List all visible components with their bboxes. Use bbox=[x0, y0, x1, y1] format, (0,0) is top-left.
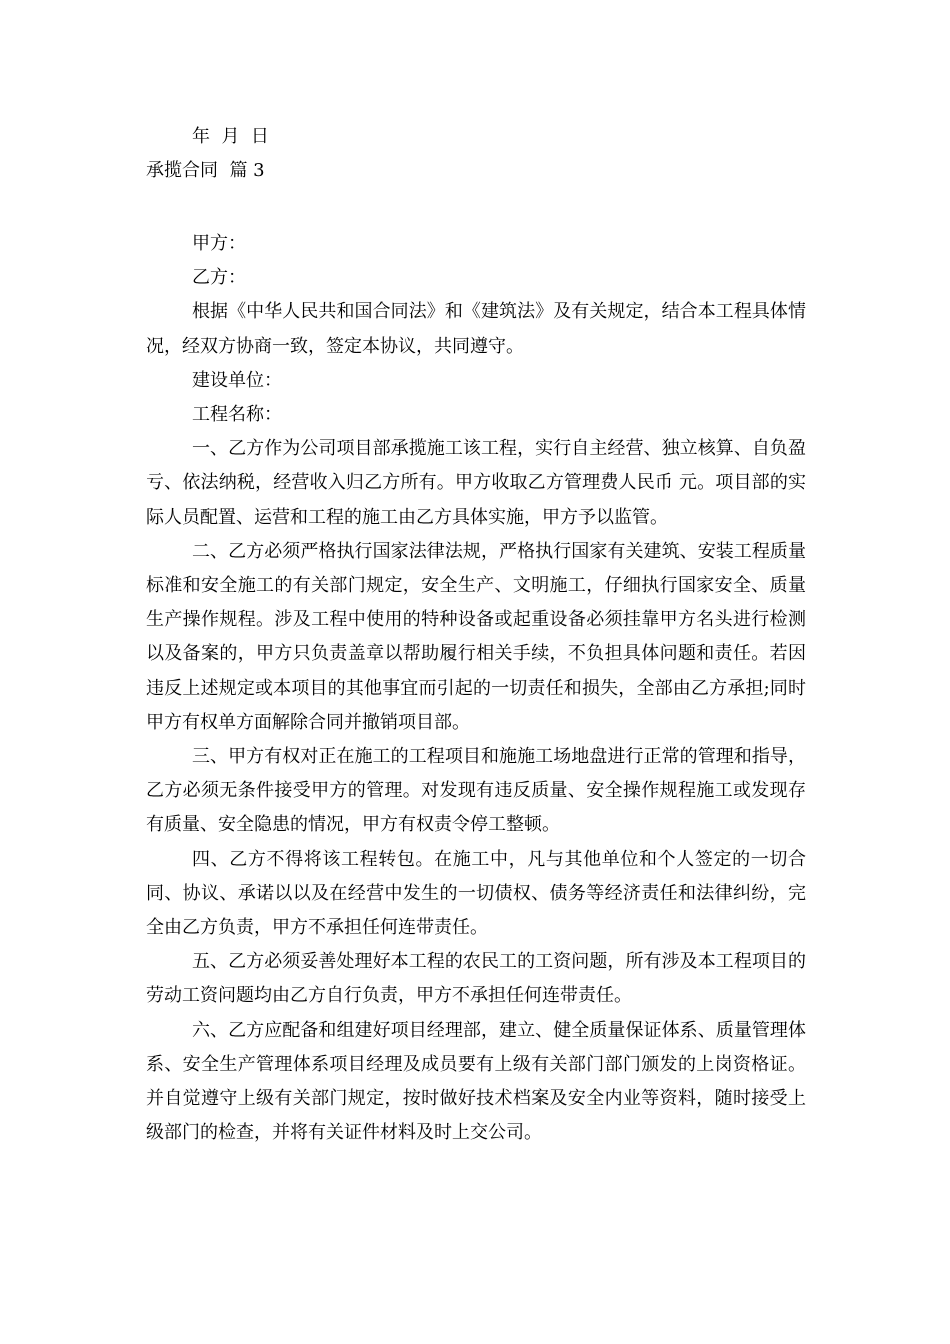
clause-1: 一、乙方作为公司项目部承揽施工该工程，实行自主经营、独立核算、自负盈亏、依法纳税，经营收入归乙方所有。甲方收取乙方管理费人民币 元。项目部的实际人员配置、运营和工程的施工由乙方具体实施，甲方予以监管。 bbox=[146, 438, 806, 528]
document-body bbox=[146, 227, 806, 1150]
document-title: 承揽合同 篇 3 bbox=[146, 160, 265, 181]
date-line: 年 月 日 bbox=[192, 126, 269, 147]
party-a-line: 甲方： bbox=[192, 233, 246, 254]
construction-unit-line: 建设单位： bbox=[192, 369, 282, 391]
clause-5: 五、乙方必须妥善处理好本工程的农民工的工资问题，所有涉及本工程项目的劳动工资问题均由乙方自行负责，甲方不承担任何连带责任。 bbox=[146, 951, 806, 1007]
preamble-paragraph: 根据《中华人民共和国合同法》和《建筑法》及有关规定，结合本工程具体情况，经双方协商一致，签定本协议，共同遵守。 bbox=[146, 301, 806, 357]
clause-2: 二、乙方必须严格执行国家法律法规，严格执行国家有关建筑、安装工程质量标准和安全施工的有关部门规定，安全生产、文明施工，仔细执行国家安全、质量生产操作规程。涉及工程中使用的特种设备或起重设备必须挂靠甲方名头进行检测以及备案的，甲方只负责盖章以帮助履行相关手续，不负担具体问题和责任。若因违反上述规定或本项目的其他事宜而引起的一切责任和损失，全部由乙方承担;同时甲方有权单方面解除合同并撤销项目部。 bbox=[146, 540, 806, 733]
clause-3: 三、甲方有权对正在施工的工程项目和施施工场地盘进行正常的管理和指导，乙方必须无条件接受甲方的管理。对发现有违反质量、安全操作规程施工或发现存有质量、安全隐患的情况，甲方有权责令停工整顿。 bbox=[146, 746, 806, 836]
party-b-line: 乙方： bbox=[192, 267, 246, 289]
clause-4: 四、乙方不得将该工程转包。在施工中，凡与其他单位和个人签定的一切合同、协议、承诺以以及在经营中发生的一切债权、债务等经济责任和法律纠纷，完全由乙方负责，甲方不承担任何连带责任。 bbox=[146, 848, 806, 939]
clause-6: 六、乙方应配备和组建好项目经理部，建立、健全质量保证体系、质量管理体系、安全生产管理体系项目经理及成员要有上级有关部门部门颁发的上岗资格证。并自觉遵守上级有关部门规定，按时做好技术档案及安全内业等资料，随时接受上级部门的检查，并将有关证件材料及时上交公司。 bbox=[146, 1019, 806, 1144]
project-name-line: 工程名称： bbox=[192, 404, 282, 426]
